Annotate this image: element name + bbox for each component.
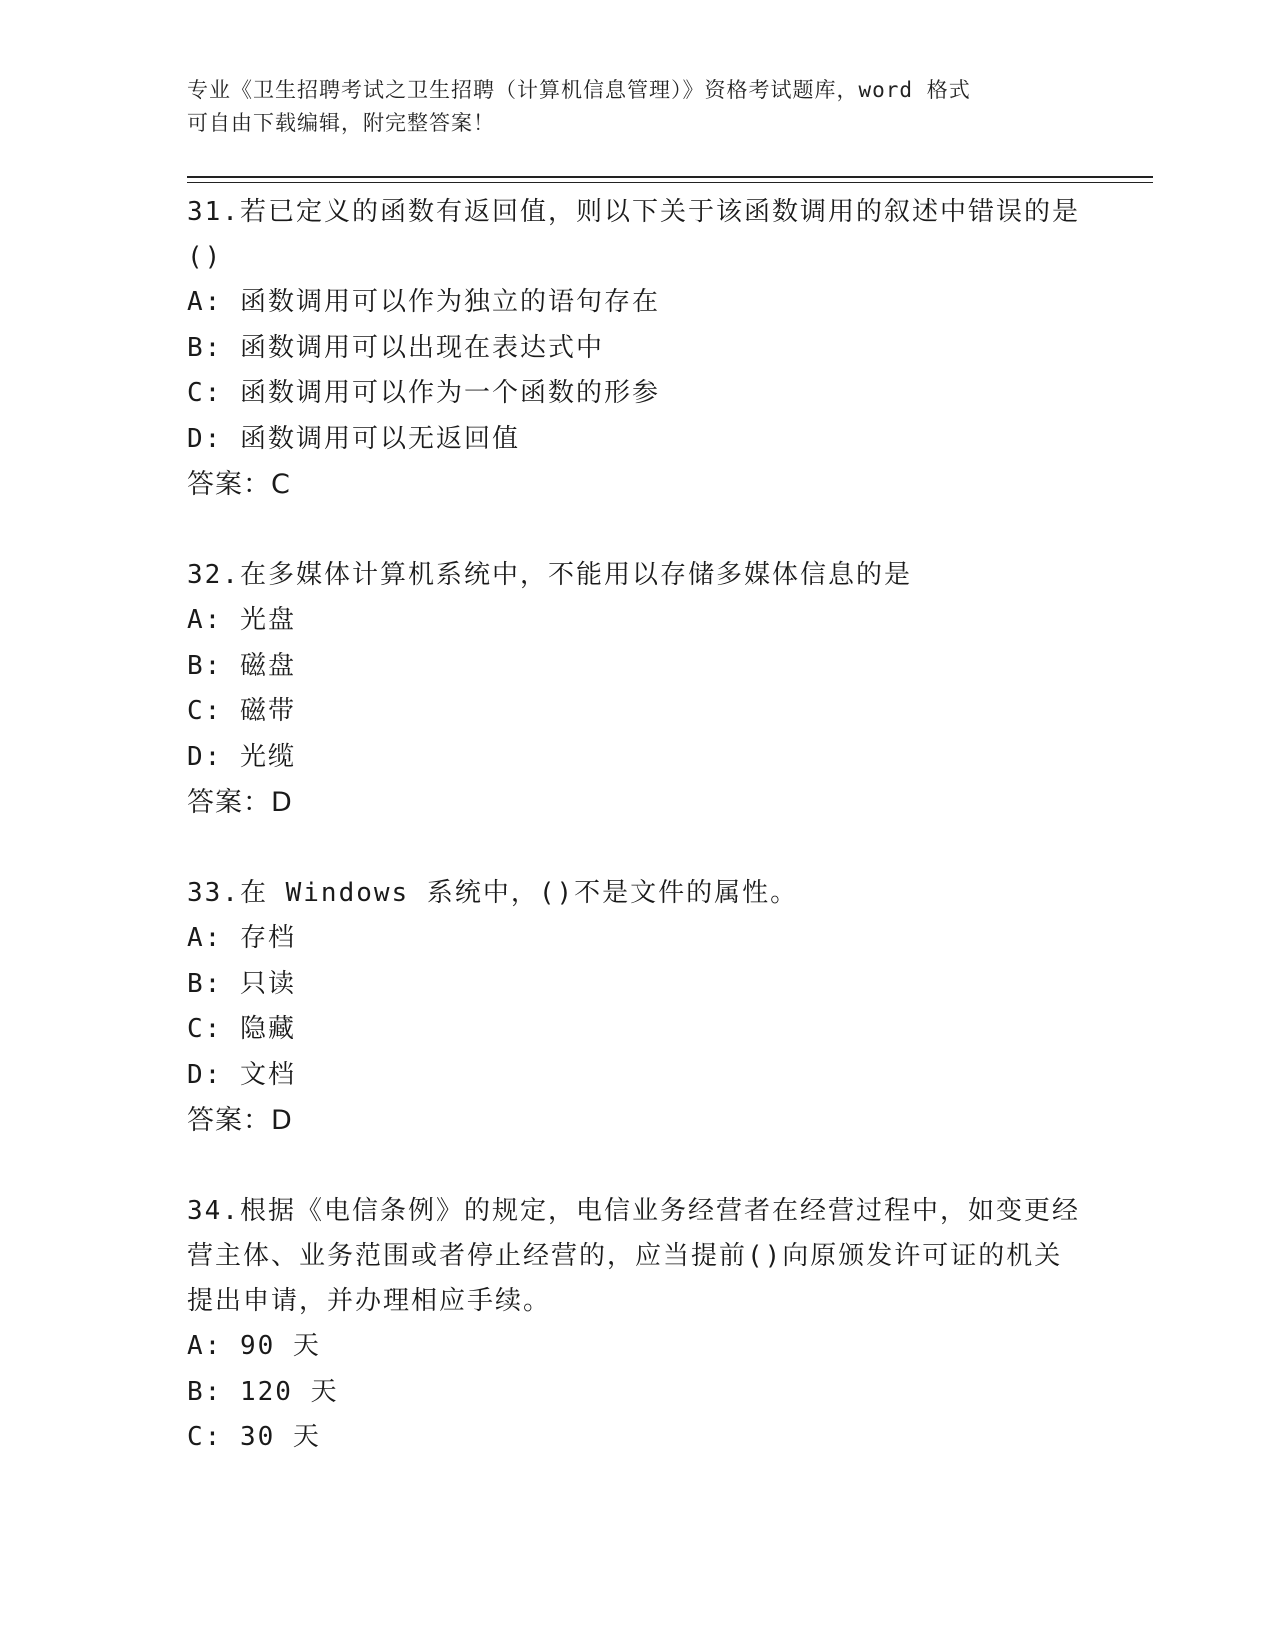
question-stem: 34.根据《电信条例》的规定，电信业务经营者在经营过程中，如变更经营主体、业务范围或者停止经营的，应当提前()向原颁发许可证的机关提出申请，并办理相应手续。 bbox=[187, 1196, 1080, 1316]
header-divider-thick bbox=[187, 176, 1153, 178]
question-33 bbox=[187, 871, 1087, 1143]
document-header bbox=[187, 74, 1087, 140]
option-b: B: 只读 bbox=[187, 968, 296, 999]
option-c: C: 磁带 bbox=[187, 696, 296, 726]
option-a: A: 光盘 bbox=[187, 605, 296, 635]
question-32 bbox=[187, 553, 1087, 825]
option-c: C: 30 天 bbox=[187, 1422, 321, 1452]
question-list bbox=[187, 190, 1087, 1507]
option-b: B: 磁盘 bbox=[187, 650, 296, 681]
option-b: B: 120 天 bbox=[187, 1376, 339, 1407]
question-31 bbox=[187, 190, 1087, 507]
answer: 答案：D bbox=[187, 1105, 293, 1136]
answer: 答案：D bbox=[187, 787, 293, 818]
header-line-1: 专业《卫生招聘考试之卫生招聘（计算机信息管理）》资格考试题库，word 格式 bbox=[187, 78, 971, 102]
option-a: A: 函数调用可以作为独立的语句存在 bbox=[187, 287, 660, 317]
option-b: B: 函数调用可以出现在表达式中 bbox=[187, 332, 604, 363]
question-34 bbox=[187, 1189, 1087, 1461]
question-stem: 31.若已定义的函数有返回值，则以下关于该函数调用的叙述中错误的是() bbox=[187, 197, 1080, 272]
question-stem: 32.在多媒体计算机系统中，不能用以存储多媒体信息的是 bbox=[187, 560, 912, 590]
option-a: A: 存档 bbox=[187, 923, 296, 953]
option-d: D: 文档 bbox=[187, 1059, 296, 1090]
question-stem: 33.在 Windows 系统中，()不是文件的属性。 bbox=[187, 878, 799, 908]
header-divider-thin bbox=[187, 182, 1153, 183]
answer: 答案：C bbox=[187, 469, 291, 500]
option-a: A: 90 天 bbox=[187, 1331, 321, 1361]
option-c: C: 隐藏 bbox=[187, 1014, 296, 1044]
option-d: D: 函数调用可以无返回值 bbox=[187, 423, 520, 454]
option-d: D: 光缆 bbox=[187, 741, 296, 772]
option-c: C: 函数调用可以作为一个函数的形参 bbox=[187, 378, 660, 408]
header-line-2: 可自由下载编辑，附完整答案！ bbox=[187, 111, 495, 135]
